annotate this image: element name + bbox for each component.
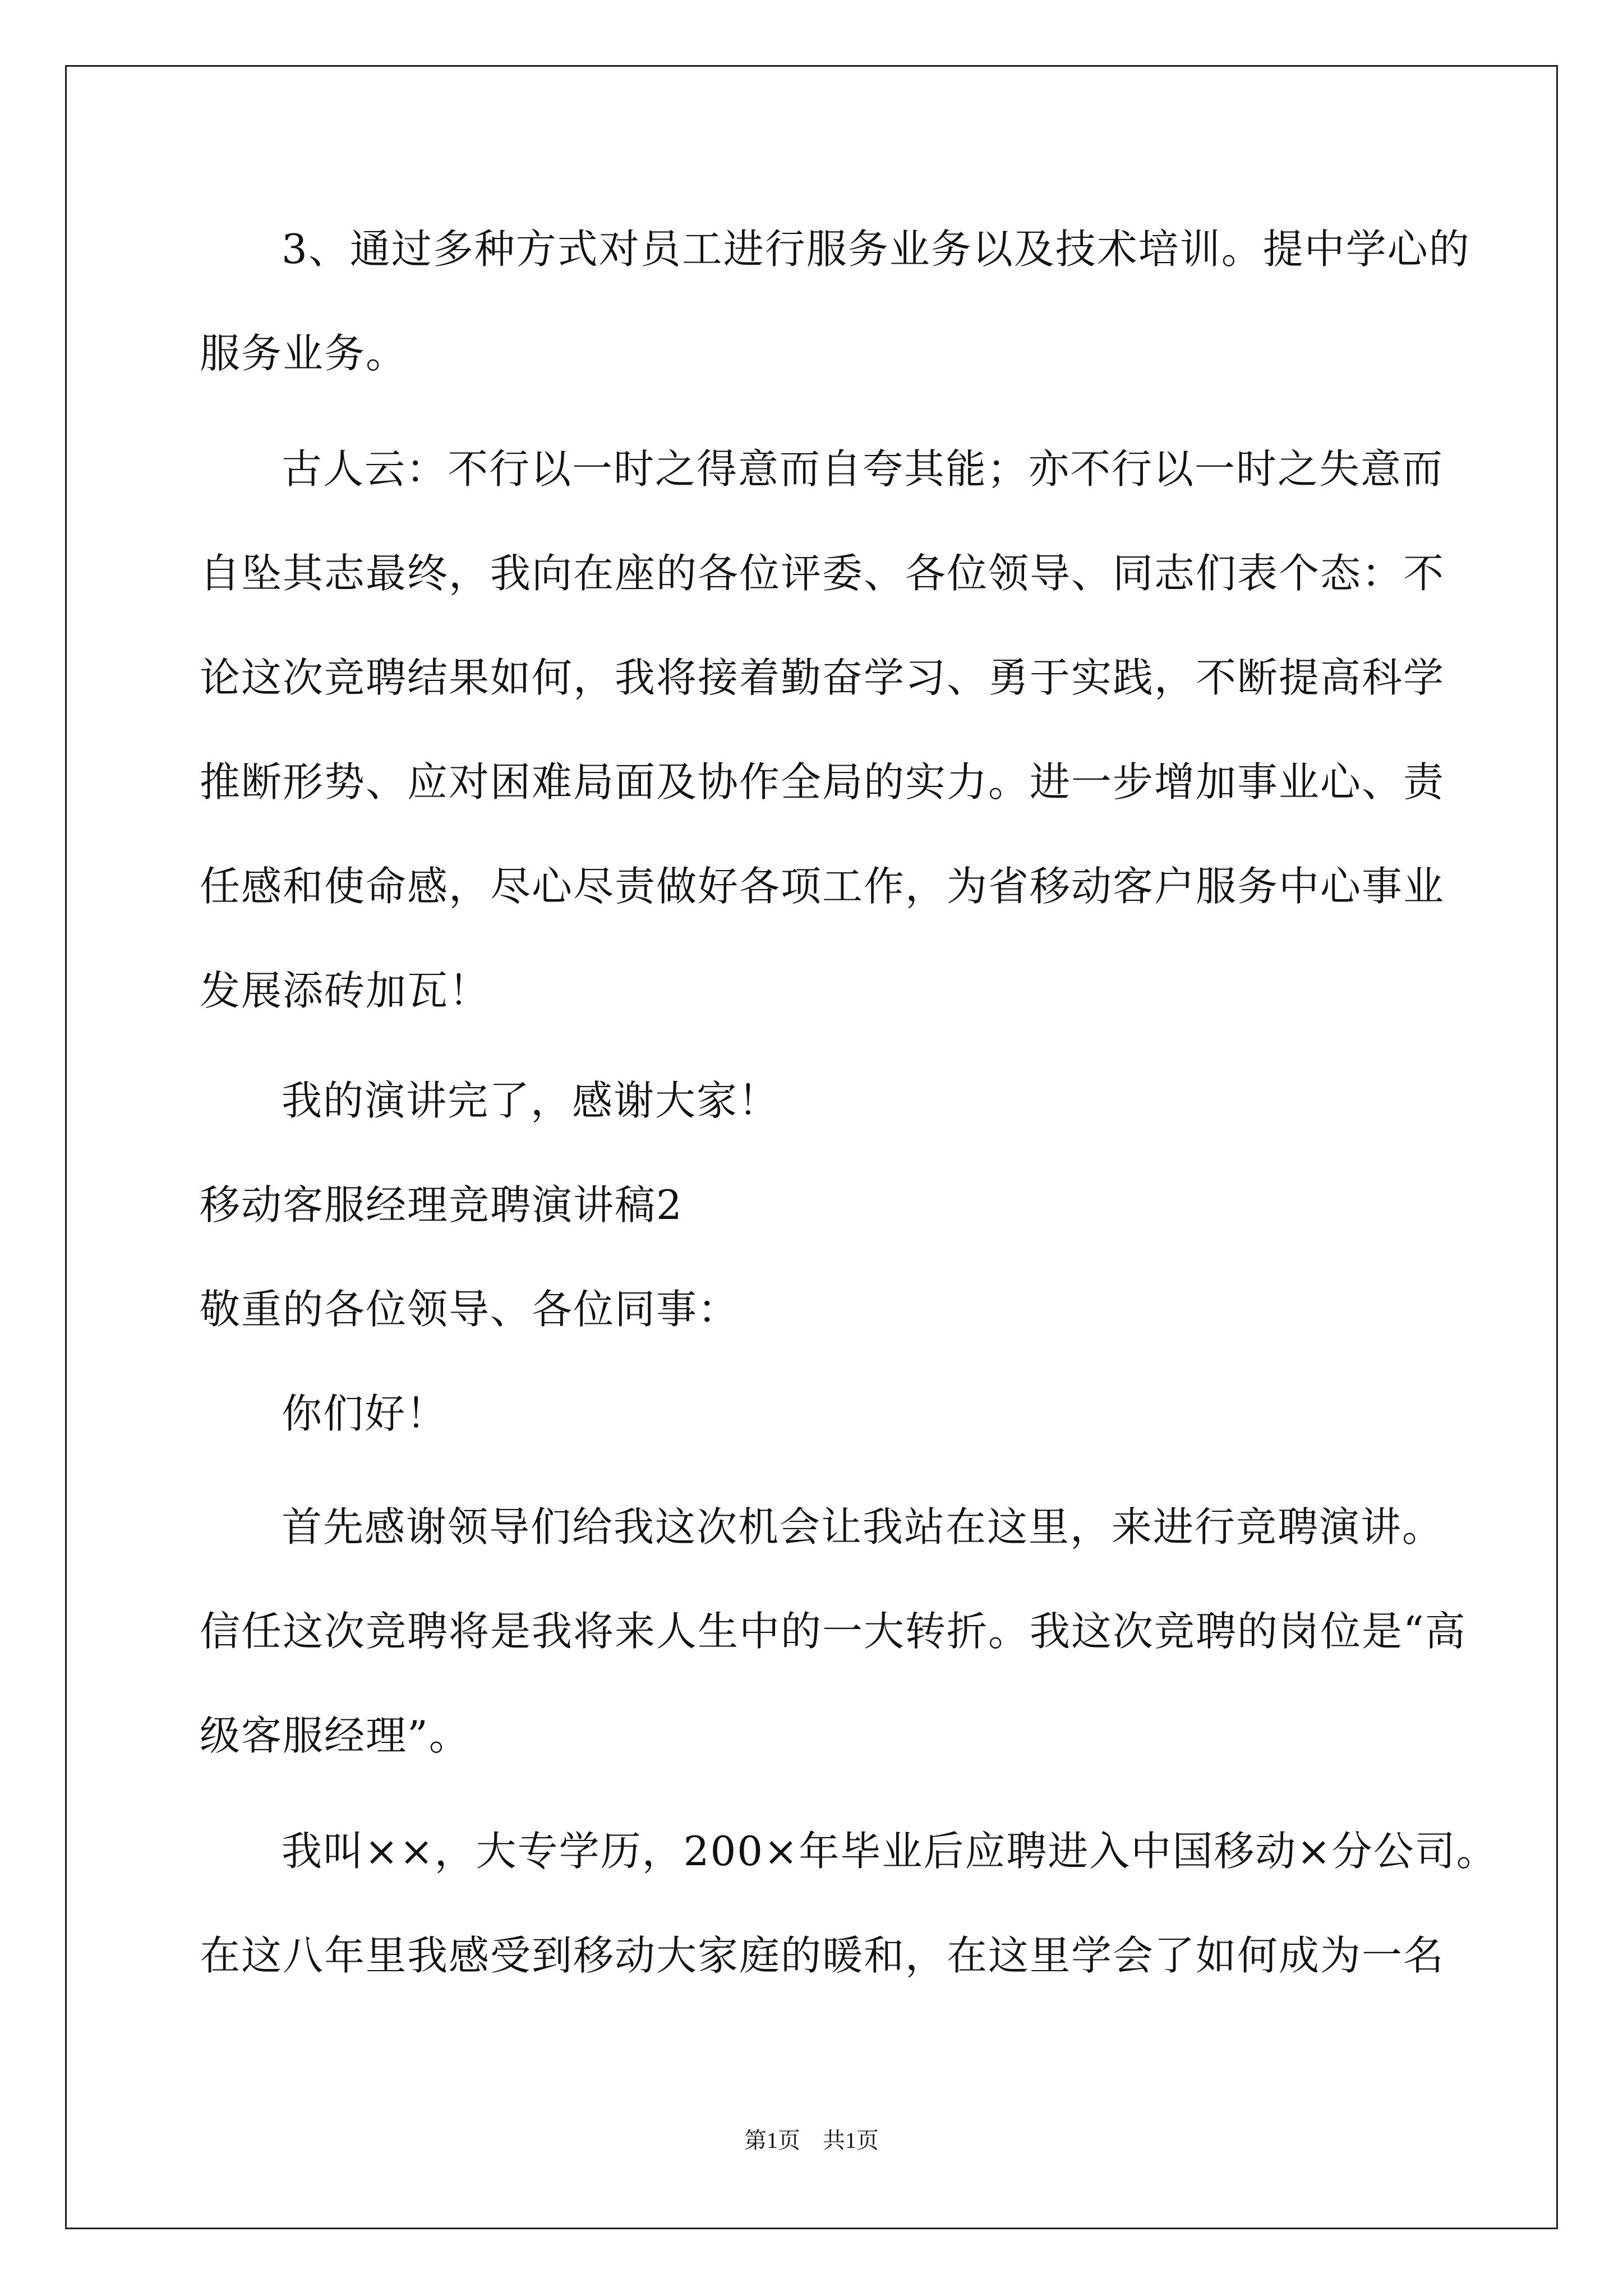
paragraph-line: 古人云：不行以一时之得意而自夸其能；亦不行以一时之失意而 bbox=[282, 445, 1444, 493]
paragraph-line: 发展添砖加瓦！ bbox=[200, 967, 491, 1014]
paragraph-line: 推断形势、应对困难局面及协作全局的实力。进一步增加事业心、责 bbox=[200, 758, 1445, 806]
paragraph-line: 我叫××，大专学历，200×年毕业后应聘进入中国移动×分公司。 bbox=[282, 1828, 1498, 1875]
greeting: 你们好！ bbox=[282, 1390, 448, 1437]
paragraph-line: 自坠其志最终，我向在座的各位评委、各位领导、同志们表个态：不 bbox=[200, 550, 1445, 597]
paragraph-line: 3、通过多种方式对员工进行服务业务以及技术培训。提中学心的 bbox=[282, 226, 1470, 273]
section-heading: 移动客服经理竞聘演讲稿2 bbox=[200, 1181, 683, 1228]
paragraph-line: 在这八年里我感受到移动大家庭的暖和，在这里学会了如何成为一名 bbox=[200, 1932, 1445, 1979]
paragraph-line: 信任这次竞聘将是我将来人生中的一大转折。我这次竞聘的岗位是“高 bbox=[200, 1608, 1467, 1655]
paragraph-line: 任感和使命感，尽心尽责做好各项工作，为省移动客户服务中心事业 bbox=[200, 863, 1445, 910]
paragraph-line: 首先感谢领导们给我这次机会让我站在这里，来进行竞聘演讲。 bbox=[282, 1503, 1444, 1550]
salutation: 敬重的各位领导、各位同事： bbox=[200, 1286, 740, 1333]
paragraph-line: 服务业务。 bbox=[200, 330, 408, 377]
paragraph-line: 我的演讲完了，感谢大家！ bbox=[282, 1077, 780, 1124]
page-border bbox=[65, 65, 1558, 2229]
paragraph-line: 论这次竞聘结果如何，我将接着勤奋学习、勇于实践，不断提高科学 bbox=[200, 654, 1445, 701]
paragraph-line: 级客服经理”。 bbox=[200, 1712, 471, 1759]
page-footer: 第1页 共1页 bbox=[744, 2128, 879, 2153]
